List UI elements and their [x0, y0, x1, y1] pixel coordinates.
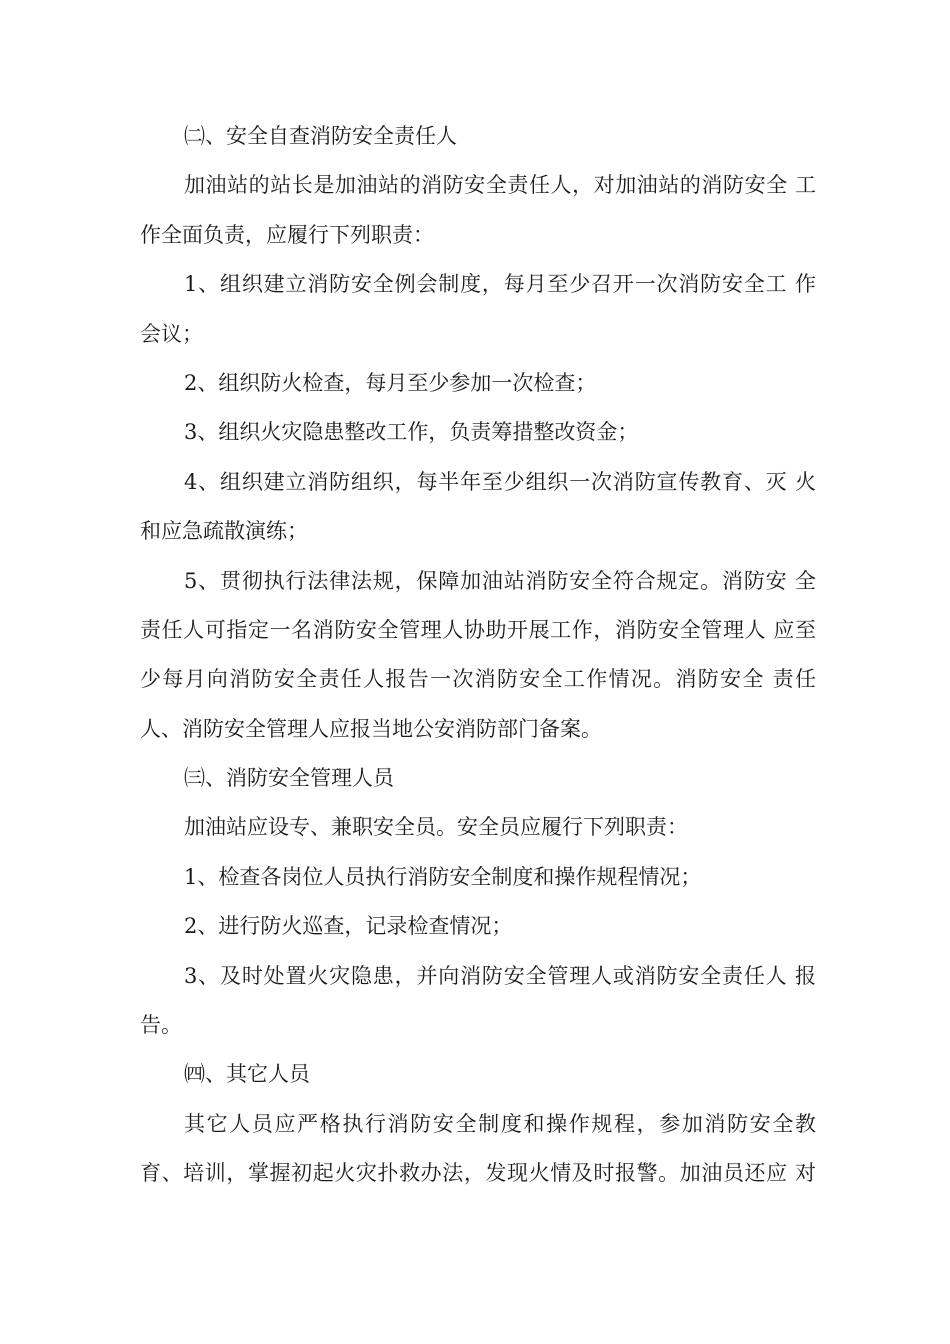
paragraph-line: 少每月向消防安全责任人报告一次消防安全工作情况。消防安全 责任	[140, 667, 816, 692]
list-item-line: 3、组织火灾隐患整改工作，负责筹措整改资金；	[184, 420, 639, 445]
list-item-line: 1、组织建立消防安全例会制度，每月至少召开一次消防安全工 作	[184, 272, 816, 297]
section-heading-3: ㈢、消防安全管理人员	[184, 766, 394, 791]
list-item-line: 5、贯彻执行法律法规，保障加油站消防安全符合规定。消防安 全	[184, 568, 816, 593]
section-heading-4: ㈣、其它人员	[184, 1062, 310, 1087]
document-body	[140, 112, 816, 1199]
list-item-line: 会议；	[140, 321, 203, 346]
list-item-line: 3、及时处置火灾隐患，并向消防安全管理人或消防安全责任人 报	[184, 963, 816, 988]
list-item-line: 告。	[140, 1013, 182, 1038]
paragraph-line: 人、消防安全管理人应报当地公安消防部门备案。	[140, 716, 602, 741]
paragraph-line: 加油站应设专、兼职安全员。安全员应履行下列职责：	[184, 815, 688, 840]
paragraph-line: 责任人可指定一名消防安全管理人协助开展工作，消防安全管理人 应至	[140, 617, 816, 642]
section-heading-2: ㈡、安全自查消防安全责任人	[184, 124, 457, 148]
paragraph-line: 加油站的站长是加油站的消防安全责任人，对加油站的消防安全 工	[184, 173, 816, 198]
list-item-line: 2、组织防火检查，每月至少参加一次检查；	[184, 370, 597, 395]
list-item-line: 和应急疏散演练；	[140, 519, 308, 544]
list-item-line: 2、进行防火巡查，记录检查情况；	[184, 914, 513, 939]
paragraph-line: 育、培训，掌握初起火灾扑救办法，发现火情及时报警。加油员还应 对	[140, 1161, 816, 1186]
paragraph-line: 其它人员应严格执行消防安全制度和操作规程，参加消防安全教	[184, 1111, 816, 1136]
list-item-line: 4、组织建立消防组织，每半年至少组织一次消防宣传教育、灭 火	[184, 469, 816, 494]
paragraph-line: 作全面负责，应履行下列职责：	[140, 222, 434, 247]
list-item-line: 1、检查各岗位人员执行消防安全制度和操作规程情况；	[184, 864, 702, 889]
